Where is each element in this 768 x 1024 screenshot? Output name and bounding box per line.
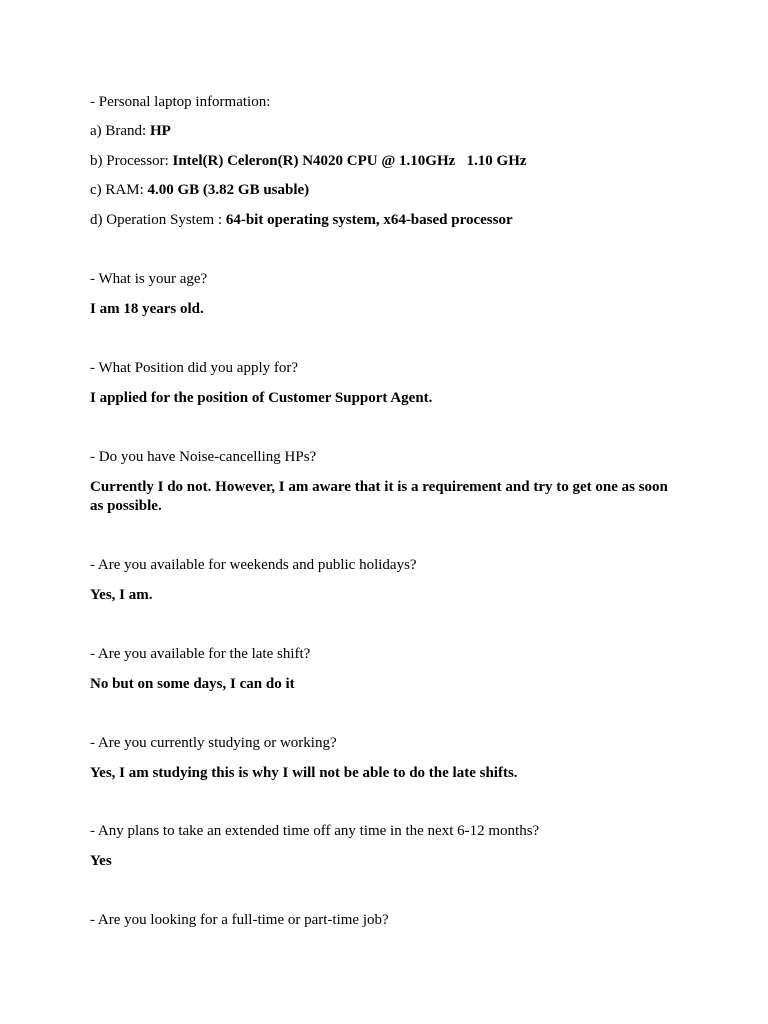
ram-value: 4.00 GB (3.82 GB usable) — [147, 182, 310, 198]
os-line — [90, 211, 678, 230]
question-time-off: - Any plans to take an extended time off any time in the next 6-12 months? — [90, 823, 540, 839]
answer-weekends: Yes, I am. — [90, 587, 153, 603]
question-late-shift: - Are you available for the late shift? — [90, 646, 311, 662]
processor-label: b) Processor: — [90, 153, 173, 169]
answer-age: I am 18 years old. — [90, 301, 204, 317]
question-headphones: - Do you have Noise-cancelling HPs? — [90, 449, 317, 465]
answer-time-off: Yes — [90, 853, 112, 869]
brand-value: HP — [149, 123, 171, 139]
ram-label: c) RAM: — [90, 182, 148, 198]
processor-value: Intel(R) Celeron(R) N4020 CPU @ 1.10GHz 1.10 GHz — [172, 153, 527, 169]
laptop-info-heading: - Personal laptop information: — [90, 94, 271, 110]
ram-line — [90, 181, 678, 200]
question-studying: - Are you currently studying or working? — [90, 735, 337, 751]
processor-line — [90, 152, 678, 171]
answer-studying: Yes, I am studying this is why I will not be able to do the late shifts. — [90, 765, 518, 781]
answer-headphones: Currently I do not. However, I am aware that it is a requirement and try to get one as soon as possible. — [90, 479, 672, 514]
brand-label: a) Brand: — [90, 123, 150, 139]
question-job-type: - Are you looking for a full-time or part-time job? — [90, 912, 389, 928]
answer-position: I applied for the position of Customer Support Agent. — [90, 390, 433, 406]
question-age: - What is your age? — [90, 271, 208, 287]
os-label: d) Operation System : — [90, 212, 226, 228]
os-value: 64-bit operating system, x64-based processor — [225, 212, 513, 228]
answer-late-shift: No but on some days, I can do it — [90, 676, 295, 692]
question-position: - What Position did you apply for? — [90, 360, 299, 376]
question-weekends: - Are you available for weekends and public holidays? — [90, 557, 417, 573]
brand-line — [90, 122, 678, 141]
